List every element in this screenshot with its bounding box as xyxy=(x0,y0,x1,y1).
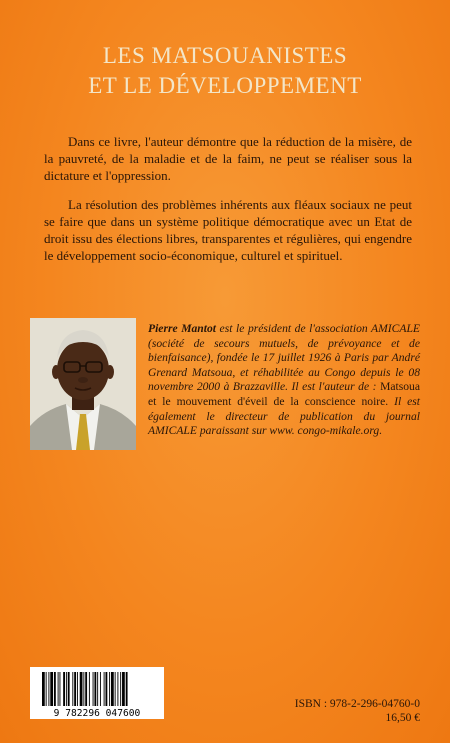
author-biography xyxy=(148,322,420,439)
barcode-bar xyxy=(83,672,84,706)
bio-book-title: Matsoua et le mouvement d'éveil de la conscience noire. xyxy=(148,380,420,408)
barcode-bars xyxy=(30,667,164,719)
barcode-bar xyxy=(109,672,110,706)
barcode-bar xyxy=(68,672,70,706)
barcode-bar xyxy=(104,672,105,706)
author-portrait-illustration xyxy=(30,318,136,450)
barcode-bar xyxy=(54,672,56,706)
summary-paragraph-1: Dans ce livre, l'auteur démontre que la réduction de la misère, de la pauvreté, de la maladie et de la faim, ne peut se réaliser sous la dictature et l'oppression. xyxy=(44,134,412,183)
barcode-bar xyxy=(63,672,65,706)
barcode-bar xyxy=(58,672,59,706)
barcode-bar xyxy=(48,672,49,706)
barcode-bar xyxy=(72,672,73,706)
isbn-block xyxy=(295,697,420,725)
author-name: Pierre Mantot xyxy=(148,322,216,335)
barcode-bar xyxy=(77,672,78,706)
barcode-bar xyxy=(97,672,98,706)
bio-segment-1: est le président de l'association AMICALE (société de secours mutuels, de prévoyance et de bienfaisance), fondée le 17 juillet 1926 à Paris par André Grenard Matsoua, et réhabilitée au Congo depuis le 08 novembre 2000 à Brazzaville. Il est l'auteur de : xyxy=(148,322,420,394)
barcode-bar xyxy=(80,672,83,706)
barcode-bar xyxy=(126,672,128,706)
barcode-bar xyxy=(42,672,45,706)
barcode-bar xyxy=(59,672,60,706)
isbn-number: ISBN : 978-2-296-04760-0 xyxy=(294,698,420,710)
book-title-line-2: ET LE DÉVELOPPEMENT xyxy=(88,73,362,98)
barcode-bar xyxy=(50,672,53,706)
book-title-line-1: LES MATSOUANISTES xyxy=(102,43,348,68)
barcode-bar xyxy=(120,672,121,706)
barcode-bar xyxy=(111,672,114,706)
barcode-bar xyxy=(117,672,118,706)
bio-segment-2: Il est également le directeur de publication du journal AMICALE paraissant sur www. congo-mikale.org. xyxy=(148,394,420,438)
barcode-bar xyxy=(46,672,47,706)
author-photo xyxy=(30,318,136,450)
barcode-bar xyxy=(89,672,90,706)
barcode-bar xyxy=(85,672,87,706)
summary-paragraph-2: La résolution des problèmes inhérents aux fléaux sociaux ne peut se faire que dans un système politique démocratique avec un Etat de droit issu des élections libres, transparentes et régulières, qui engendre le développement socio-économique, culturel et spirituel. xyxy=(44,197,412,263)
barcode-bar xyxy=(74,672,76,706)
barcode-digits: 9 782296 047600 xyxy=(53,708,141,719)
barcode-bar xyxy=(105,672,107,706)
barcode-bar xyxy=(94,672,96,706)
barcode-bar xyxy=(93,672,94,706)
barcode-bar xyxy=(122,672,125,706)
price: 16,50 € xyxy=(385,712,420,724)
barcode xyxy=(30,667,164,719)
barcode-bar xyxy=(115,672,116,706)
barcode-bar xyxy=(100,672,101,706)
barcode-bar xyxy=(66,672,67,706)
